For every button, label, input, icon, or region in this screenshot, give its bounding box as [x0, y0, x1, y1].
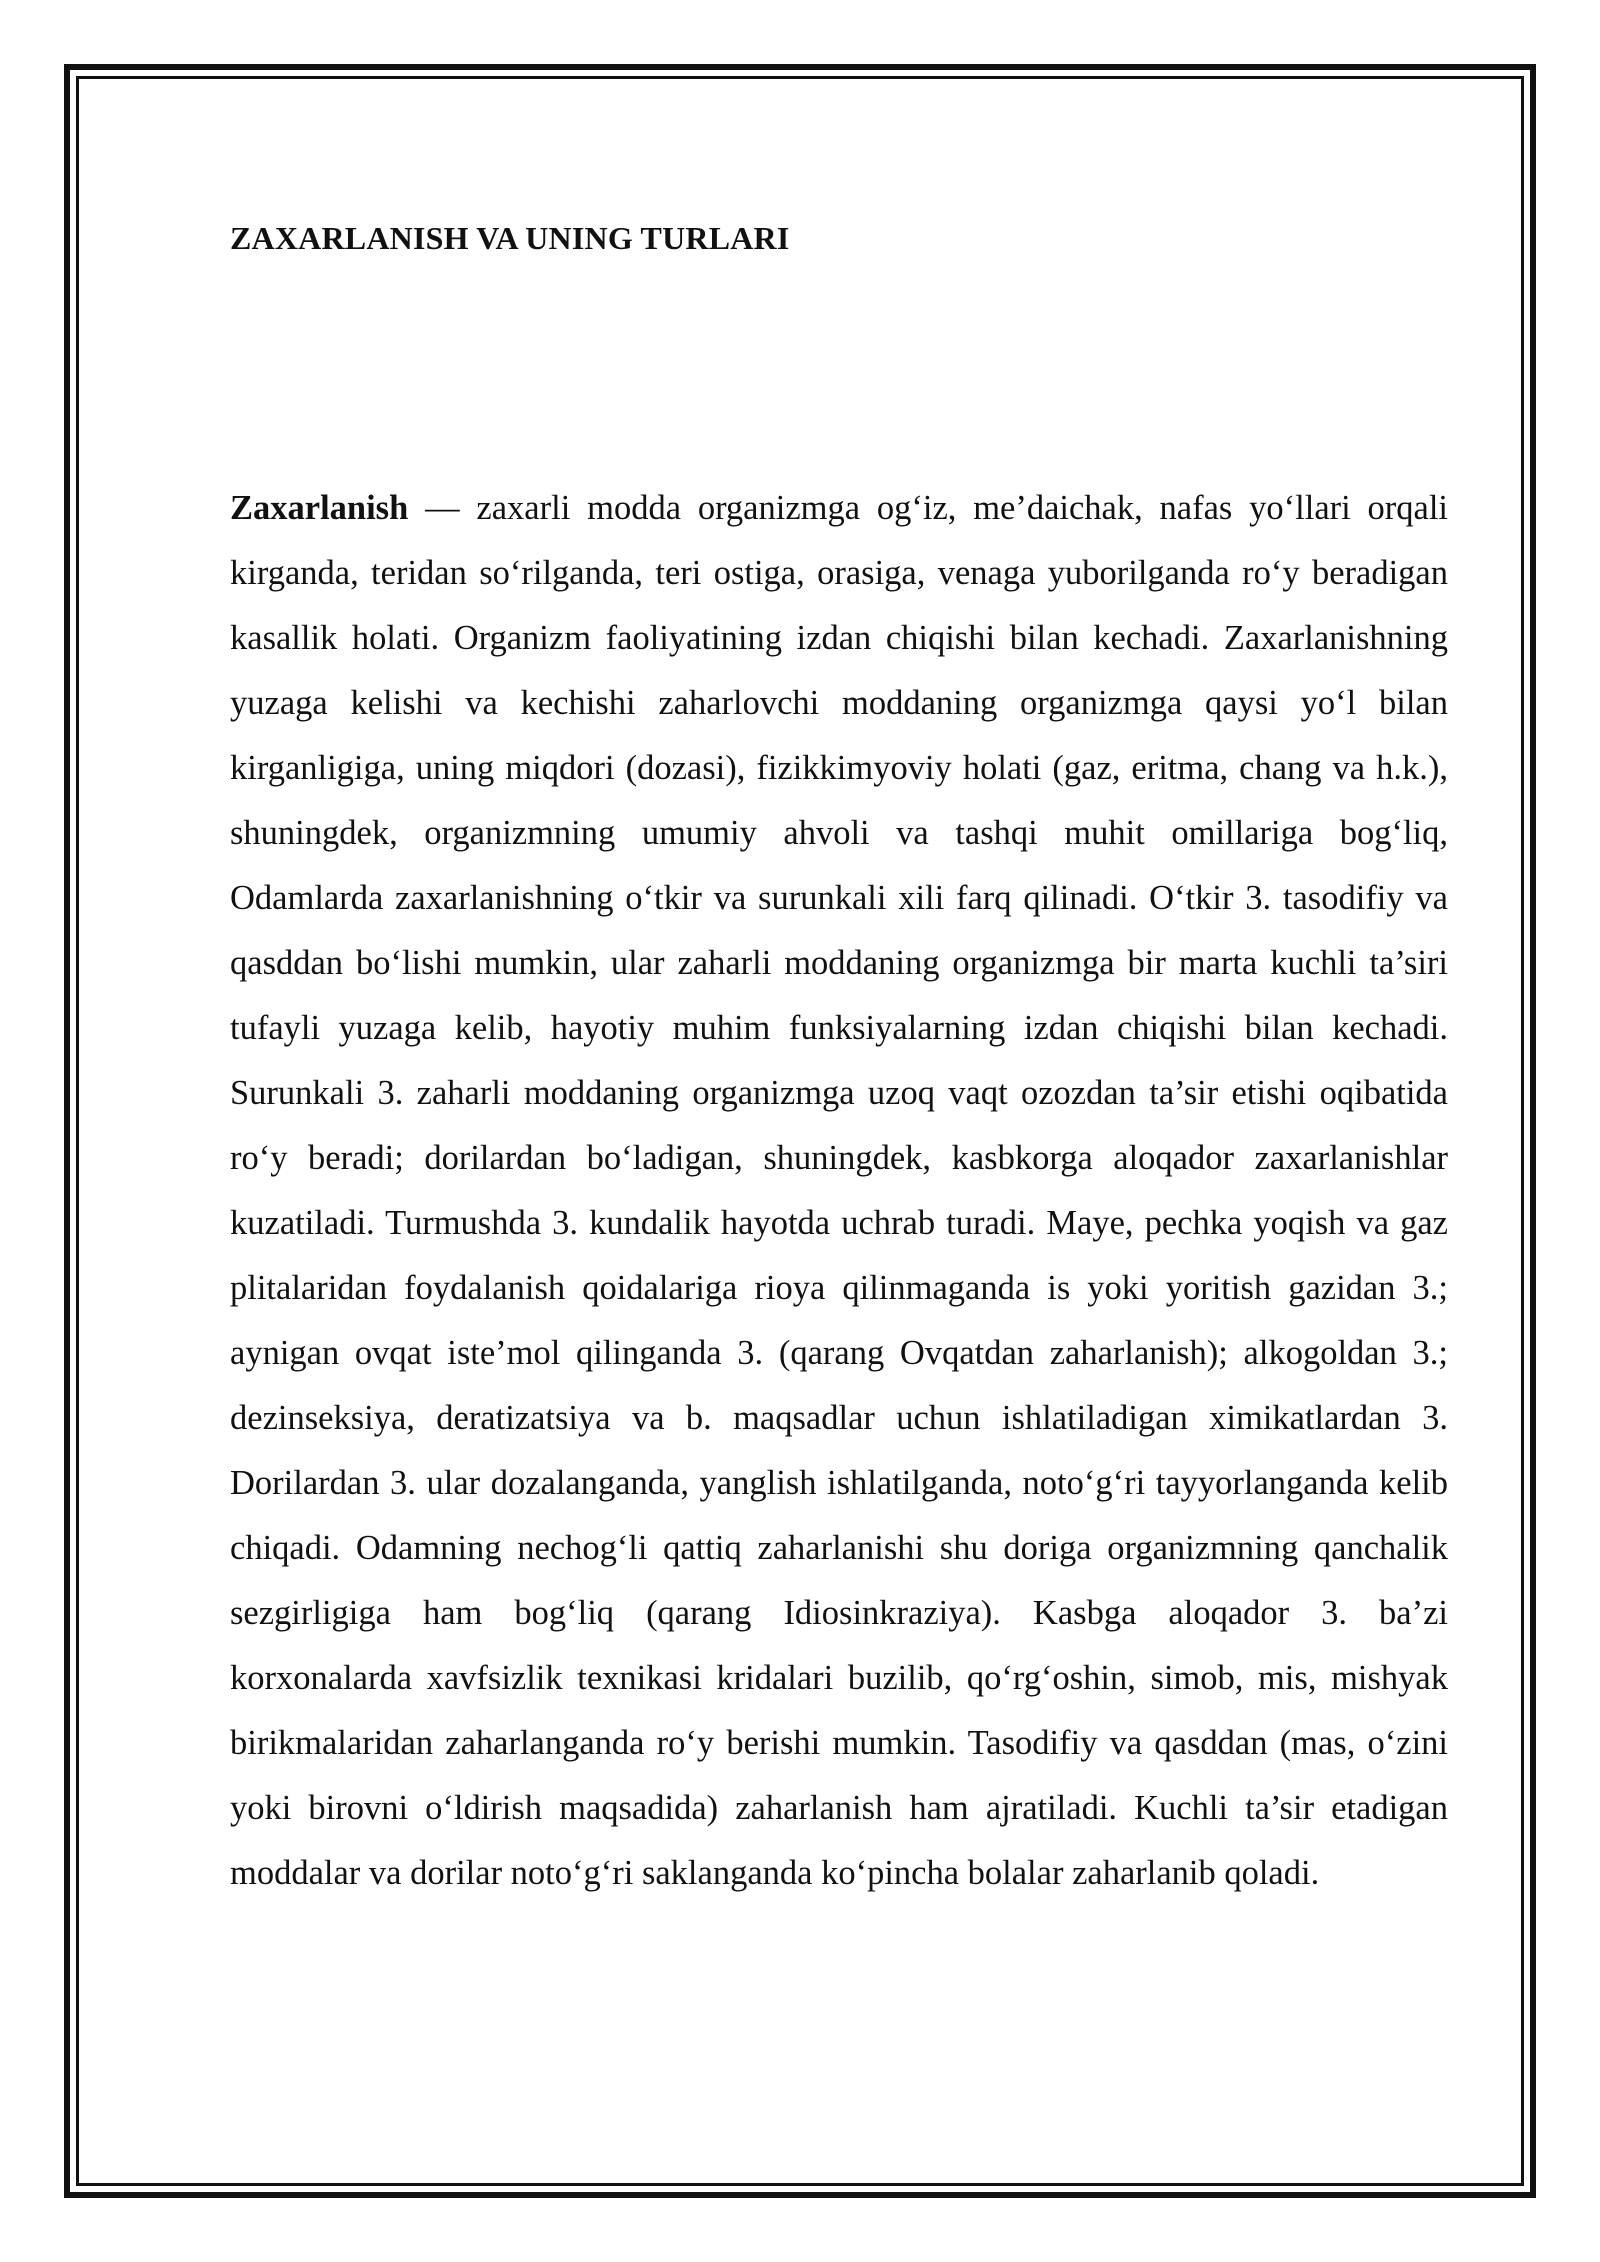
body-paragraph [230, 476, 1448, 1906]
defined-term: Zaxarlanish [230, 489, 409, 527]
paragraph-text: — zaxarli modda organizmga og‘iz, me’daichak, nafas yo‘llari orqali kirganda, teridan so‘rilganda, teri ostiga, orasiga, venaga yuborilganda ro‘y beradigan kasallik holati. Organizm faoliyatining izdan chiqishi bilan kechadi. Zaxarlanishning yuzaga kelishi va kechishi zaharlovchi moddaning organizmga qaysi yo‘l bilan kirganligiga, uning miqdori (dozasi), fizikkimyoviy holati (gaz, eritma, chang va h.k.), shuningdek, organizmning umumiy ahvoli va tashqi muhit omillariga bog‘liq, Odamlarda zaxarlanishning o‘tkir va surunkali xili farq qilinadi. O‘tkir 3. tasodifiy va qasddan bo‘lishi mumkin, ular zaharli moddaning organizmga bir marta kuchli ta’siri tufayli yuzaga kelib, hayotiy muhim funksiyalarning izdan chiqishi bilan kechadi. Surunkali 3. zaharli moddaning organizmga uzoq vaqt ozozdan ta’sir etishi oqibatida ro‘y beradi; dorilardan bo‘ladigan, shuningdek, kasbkorga aloqador zaxarlanishlar kuzatiladi. Turmushda 3. kundalik hayotda uchrab turadi. Maye, pechka yoqish va gaz plitalaridan foydalanish qoidalariga rioya qilinmaganda is yoki yoritish gazidan 3.; aynigan ovqat iste’mol qilinganda 3. (qarang Ovqatdan zaharlanish); alkogoldan 3.; dezinseksiya, deratizatsiya va b. maqsadlar uchun ishlatiladigan ximikatlardan 3. Dorilardan 3. ular dozalanganda, yanglish ishlatilganda, noto‘g‘ri tayyorlanganda kelib chiqadi. Odamning nechog‘li qattiq zaharlanishi shu doriga organizmning qanchalik sezgirligiga ham bog‘liq (qarang Idiosinkraziya). Kasbga aloqador 3. ba’zi korxonalarda xavfsizlik texnikasi kridalari buzilib, qo‘rg‘oshin, simob, mis, mishyak birikmalaridan zaharlanganda ro‘y berishi mumkin. Tasodifiy va qasddan (mas, o‘zini yoki birovni o‘ldirish maqsadida) zaharlanish ham ajratiladi. Kuchli ta’sir etadigan moddalar va dorilar noto‘g‘ri saklanganda ko‘pincha bolalar zaharlanib qoladi. [230, 489, 1448, 1892]
page-title: ZAXARLANISH VA UNING TURLARI [230, 220, 790, 256]
